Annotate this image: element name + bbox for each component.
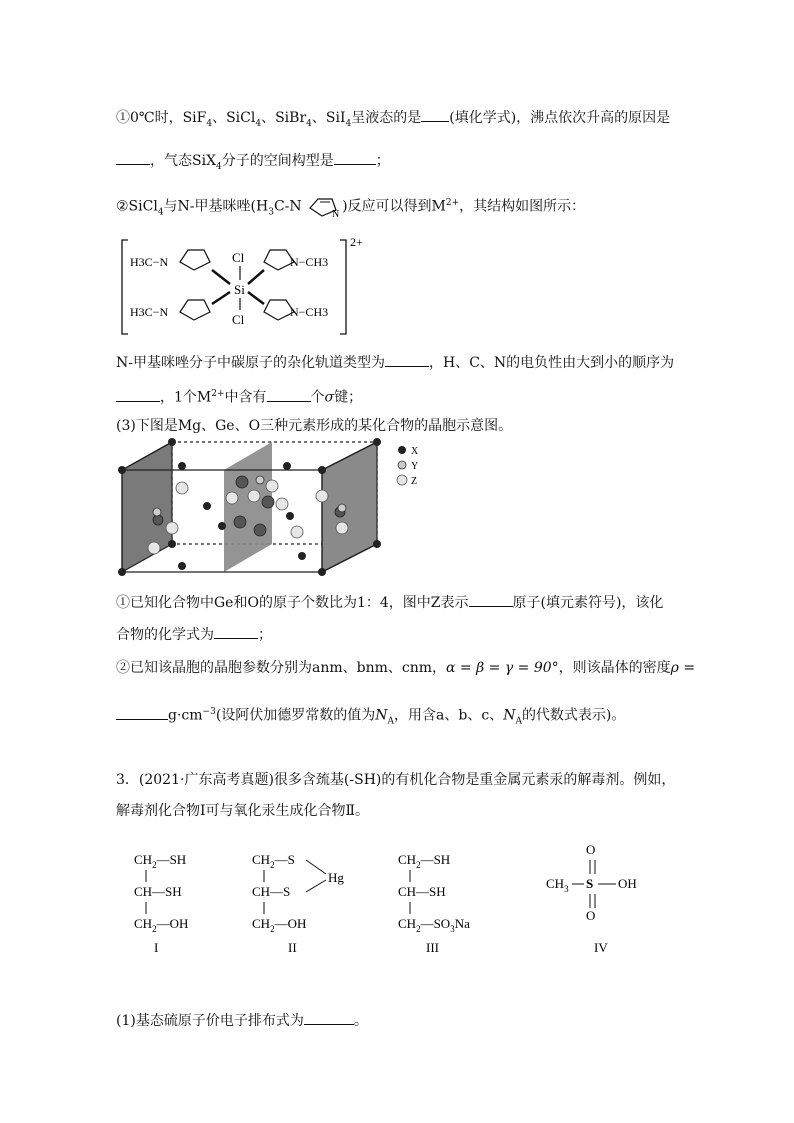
answer-blank[interactable] [116, 705, 168, 720]
legend-z-marker [397, 475, 407, 485]
hg-label: Hg [328, 870, 344, 885]
text: 、SiBr [261, 110, 307, 126]
rho-symbol: ρ [670, 660, 679, 676]
text: ，气态 [150, 153, 192, 169]
text: ； [258, 627, 272, 643]
text: 合物的化学式为 [116, 627, 214, 643]
legend-z-label: Z [411, 476, 418, 487]
text: g·cm [168, 707, 203, 724]
answer-blank[interactable] [469, 592, 513, 607]
sub: 4 [206, 118, 213, 129]
methyl-right-bottom: N−CH3 [290, 305, 329, 319]
text: C-N [273, 198, 302, 215]
unit-cell-diagram [112, 436, 442, 581]
s1-label: I [154, 940, 159, 955]
s2-label: II [288, 940, 297, 955]
question-line-formula [116, 624, 272, 645]
answer-blank[interactable] [267, 387, 311, 402]
structure-ii [252, 852, 344, 955]
legend-y-marker [398, 461, 406, 469]
structure-i [134, 852, 188, 955]
structure-iv [546, 842, 637, 955]
angles: α = β = γ = 90° [446, 660, 559, 676]
answer-blank[interactable] [214, 624, 258, 639]
sub: 4 [157, 207, 164, 218]
s1-r2: CH—SH [134, 884, 182, 899]
text: 与N-甲基咪唑 [163, 198, 251, 215]
question-3-line-1 [116, 770, 675, 790]
text: 。 [353, 1013, 368, 1029]
sup: 2+ [445, 198, 460, 208]
imidazole-ring-icon [306, 196, 342, 218]
methyl-left-bottom: H3C−N [130, 305, 169, 319]
answer-blank[interactable] [304, 1010, 354, 1025]
sub: 4 [216, 161, 222, 172]
legend-x-marker [398, 446, 406, 454]
s3-r1: $CH_2—SH$ [398, 852, 451, 870]
text: ，其结构如图所示： [459, 198, 586, 215]
si-atom: Si [234, 282, 245, 297]
cl-top: Cl [232, 250, 245, 265]
question-line-crystal-intro [116, 416, 512, 436]
text: (1)基态硫原子价电子排布式为 [116, 1013, 304, 1029]
question-3-line-2 [116, 801, 369, 821]
text: ①0℃时，SiF [116, 110, 207, 126]
text: 中含有 [224, 389, 267, 406]
charge-label: 2+ [350, 235, 363, 249]
question-line-sihalides [116, 107, 670, 134]
text: (填化学式)，沸点依次升高的原因是 [449, 110, 671, 126]
structures-row [120, 840, 660, 960]
answer-blank[interactable] [116, 387, 160, 402]
s2-r3: $CH_2—OH$ [252, 916, 307, 934]
s4-o-bottom: O [586, 908, 596, 923]
text: ，则该晶体的密度 [558, 660, 671, 676]
text: 键； [334, 389, 363, 406]
text: ②SiCl [116, 198, 158, 215]
text: 、SiI [311, 110, 346, 126]
text: 呈液态的是 [351, 110, 422, 126]
sub: A [387, 716, 395, 727]
answer-blank[interactable] [334, 150, 376, 165]
text: 分子的空间构型是 [221, 153, 334, 169]
sub: 3 [268, 207, 274, 218]
legend-y-label: Y [411, 461, 419, 472]
text: ②已知该晶胞的晶胞参数分别为anm、bnm、cnm， [116, 660, 447, 676]
s2-r2: CH—S [252, 884, 291, 899]
s4-o-top: O [586, 842, 596, 857]
s4-label: IV [594, 940, 608, 955]
s3-label: III [426, 940, 439, 955]
s1-r1: $CH_2—SH$ [134, 852, 187, 870]
text: 原子(填元素符号)，该化 [512, 595, 664, 611]
question-line-hybridization [116, 352, 674, 373]
avogadro-symbol: N [375, 707, 388, 724]
structure-iii [398, 852, 470, 955]
s4-ch3: $CH_3$ [546, 876, 569, 894]
text: 的代数式表示)。 [521, 707, 626, 724]
cl-bottom: Cl [232, 312, 245, 327]
sigma-symbol: σ [324, 389, 335, 406]
text: )反应可以得到M [342, 198, 446, 215]
sup: 2+ [211, 389, 225, 399]
s3-r3: $CH_2—SO_3Na$ [398, 916, 470, 934]
text: (3)下图是Mg、Ge、O三种元素形成的某化合物的晶胞示意图。 [116, 418, 513, 434]
si-complex-structure [118, 232, 378, 342]
question-line-sigma [116, 384, 362, 408]
text: SiX [192, 153, 217, 169]
text: (H [250, 198, 269, 215]
text: ，1个M [160, 389, 212, 406]
answer-blank[interactable] [116, 150, 150, 165]
s1-r3: $CH_2—OH$ [134, 916, 189, 934]
question-line-density-answer [116, 702, 625, 731]
text: ，用含a、b、c、 [394, 707, 504, 724]
question-3-sub-1 [116, 1010, 368, 1031]
sup: −3 [202, 707, 216, 717]
text: ①已知化合物中Ge和O的原子个数比为1：4，图中Z表示 [116, 595, 469, 611]
sub: 4 [255, 118, 262, 129]
n-label: N [332, 208, 340, 218]
legend-x-label: X [411, 446, 419, 457]
text: 3．(2021·广东高考真题)很多含巯基(-SH)的有机化合物是重金属元素汞的解毒剂。例如， [116, 772, 676, 788]
s4-s: S [586, 876, 594, 891]
text: 、SiCl [212, 110, 256, 126]
text: 个 [310, 389, 325, 406]
question-line-density [116, 658, 695, 678]
text: ； [375, 153, 390, 169]
answer-blank[interactable] [385, 352, 429, 367]
s4-oh: OH [618, 876, 637, 891]
s3-r2: CH—SH [398, 884, 446, 899]
text: N-甲基咪唑分子中碳原子的杂化轨道类型为 [116, 355, 385, 371]
answer-blank[interactable] [421, 107, 449, 122]
text: = [678, 660, 696, 676]
methyl-left-top: H3C−N [130, 255, 169, 269]
methyl-right-top: N−CH3 [290, 255, 329, 269]
text: (设阿伏加德罗常数的值为 [215, 707, 376, 724]
sub: A [515, 716, 522, 727]
text: ，H、C、N的电负性由大到小的顺序为 [428, 355, 675, 371]
sub: 4 [306, 118, 312, 129]
avogadro-symbol: N [503, 707, 516, 724]
s2-r1: $CH_2—S$ [252, 852, 295, 870]
text: 解毒剂化合物Ⅰ可与氧化汞生成化合物Ⅱ。 [116, 803, 370, 819]
question-line-methylimidazole [116, 193, 585, 222]
sub: 4 [345, 118, 352, 129]
question-line-geometry [116, 150, 390, 177]
question-line-ge-o-ratio [116, 592, 663, 613]
